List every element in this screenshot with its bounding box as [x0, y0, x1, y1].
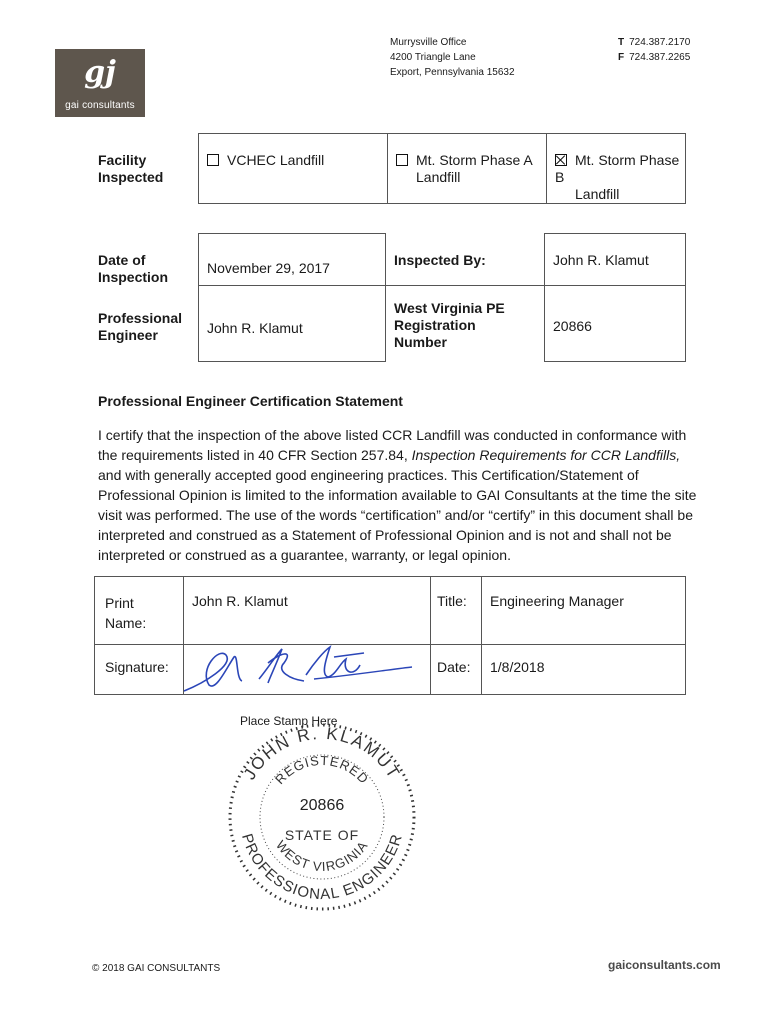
pe-seal: [222, 722, 422, 912]
checked-checkbox-icon[interactable]: [555, 154, 567, 166]
footer-website: gaiconsultants.com: [608, 958, 721, 972]
facility-label: Facility Inspected: [98, 151, 164, 185]
title-value: Engineering Manager: [482, 577, 686, 645]
certification-statement: I certify that the inspection of the above listed CCR Landfill was conducted in conformance with the requirements listed in 40 CFR Section 257.84, Inspection Requirements for CCR Landfills, and with generally accepted good engineering practices. This Certification/Statement of Professional Opinion is limited to the information available to GAI Consultants at the time the site visit was performed. The use of the words “certification” and/or “certify” in this document shall be interpreted and construed as a Statement of Professional Opinion and is not and shall not be interpreted or construed as a guarantee, warranty, or legal opinion.: [98, 427, 697, 563]
seal-state-name: WEST VIRGINIA: [272, 837, 371, 875]
inspection-date: November 29, 2017: [199, 234, 386, 286]
logo-glyph: gj: [84, 55, 116, 90]
facility-table: [98, 133, 686, 204]
registration-number: 20866: [545, 286, 686, 362]
date-label: Date:: [431, 645, 482, 695]
facility-option-vchec[interactable]: VCHEC Landfill: [199, 134, 388, 204]
signoff-table: [94, 576, 686, 695]
signature-label: Signature:: [95, 645, 184, 695]
certification-heading: Professional Engineer Certification Statement: [98, 393, 403, 409]
facility-option-phase-a[interactable]: Mt. Storm Phase A Landfill: [388, 134, 547, 204]
engineer-label: Professional Engineer: [98, 309, 183, 343]
print-name-value: John R. Klamut: [184, 577, 431, 645]
footer-copyright: © 2018 GAI CONSULTANTS: [92, 963, 221, 974]
fax-number: 724.387.2265: [629, 52, 691, 63]
phone-label: T: [618, 37, 625, 48]
seal-registered: REGISTERED: [272, 752, 372, 788]
office-name: Murrysville Office: [390, 37, 467, 48]
seal-bottom-text: PROFESSIONAL ENGINEER: [238, 831, 406, 904]
facility-option-phase-b[interactable]: Mt. Storm Phase B Landfill: [547, 134, 686, 204]
checkbox-icon[interactable]: [396, 154, 408, 166]
office-street: 4200 Triangle Lane: [390, 52, 476, 63]
registration-label: West Virginia PE Registration Number: [386, 286, 545, 362]
fax-label: F: [618, 52, 625, 63]
svg-text:REGISTERED: [272, 753, 372, 787]
logo-name: gai consultants: [65, 100, 135, 111]
title-label: Title:: [431, 577, 482, 645]
inspected-by-value: John R. Klamut: [545, 234, 686, 286]
office-phones: [618, 35, 690, 65]
seal-name: JOHN R. KLAMUT: [239, 723, 405, 783]
signature-scribble: [164, 639, 414, 699]
engineer-name: John R. Klamut: [199, 286, 386, 362]
checkbox-icon[interactable]: [207, 154, 219, 166]
stamp-placeholder: Place Stamp Here: [240, 714, 338, 728]
office-address: [390, 35, 515, 80]
inspection-table: [98, 233, 686, 362]
date-value: 1/8/2018: [482, 645, 686, 695]
office-city: Export, Pennsylvania 15632: [390, 67, 515, 78]
phone-number: 724.387.2170: [629, 37, 691, 48]
inspected-by-label: Inspected By:: [386, 234, 545, 286]
seal-number: 20866: [299, 797, 345, 814]
print-name-label: Print Name:: [95, 577, 184, 645]
seal-state-of: STATE OF: [284, 827, 360, 843]
company-logo: [55, 49, 145, 117]
signature-field: [184, 645, 431, 695]
date-label: Date of Inspection: [98, 251, 169, 285]
